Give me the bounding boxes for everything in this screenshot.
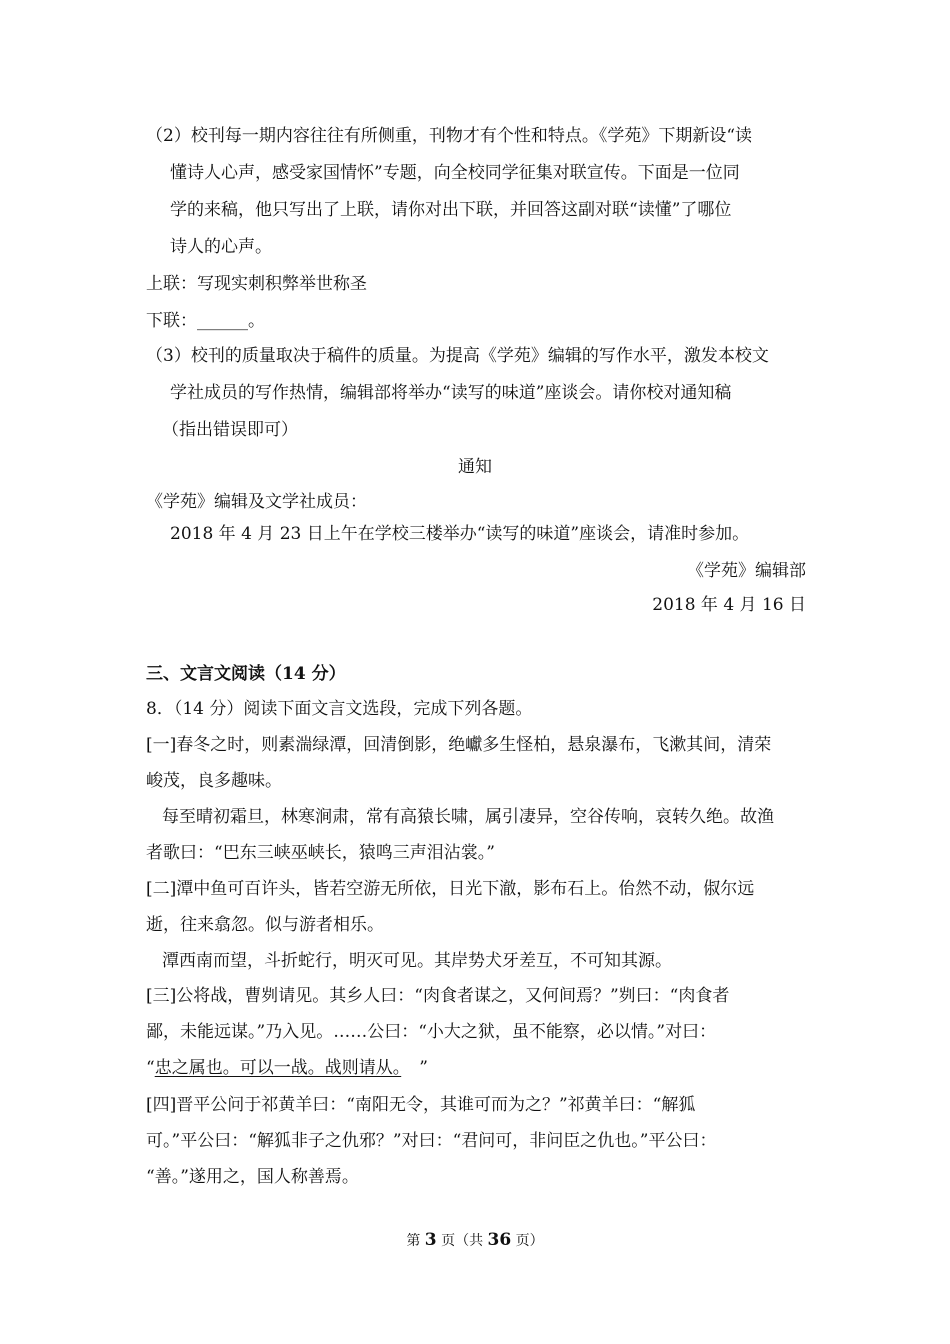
question-8: 8．（14 分）阅读下面文言文选段，完成下列各题。 <box>146 699 533 719</box>
passage-3-line-2: 逝，往来翕忽。似与游者相乐。 <box>146 915 384 935</box>
passage-3-line-1: [二]潭中鱼可百许头，皆若空游无所依，日光下澈，影布石上。佁然不动，俶尔远 <box>146 879 755 899</box>
notice-signer: 《学苑》编辑部 <box>687 561 806 581</box>
q2-line-3: 学的来稿，他只写出了上联，请你对出下联，并回答这副对联“读懂”了哪位 <box>170 200 732 220</box>
passage-5-line-1: [三]公将战，曹刿请见。其乡人曰：“肉食者谋之，又何间焉？”刿曰：“肉食者 <box>146 986 730 1006</box>
lower-couplet-end: 。 <box>248 311 265 331</box>
passage-6-line-1: [四]晋平公问于祁黄羊曰：“南阳无令，其谁可而为之？”祁黄羊曰：“解狐 <box>146 1095 696 1115</box>
notice-date: 2018 年 4 月 16 日 <box>652 595 806 615</box>
passage-2-line-2: 者歌曰：“巴东三峡巫峡长，猿鸣三声泪沾裳。” <box>146 843 495 863</box>
total-pages: 36 <box>487 1230 512 1250</box>
section-heading: 三、文言文阅读（14 分） <box>146 664 346 684</box>
lower-couplet <box>146 310 265 332</box>
lower-couplet-label: 下联： <box>146 311 197 331</box>
passage-1-line-2: 峻茂，良多趣味。 <box>146 771 282 791</box>
page-number: 3 <box>424 1230 437 1250</box>
passage-1-line-1: [一]春冬之时，则素湍绿潭，回清倒影，绝巘多生怪柏，悬泉瀑布，飞漱其间，清荣 <box>146 735 772 755</box>
notice-body: 2018 年 4 月 23 日上午在学校三楼举办“读写的味道”座谈会，请准时参加。 <box>170 524 750 544</box>
notice-addressee: 《学苑》编辑及文学社成员： <box>146 492 367 512</box>
passage-5-line-3 <box>146 1057 428 1079</box>
q3-line-1: （3）校刊的质量取决于稿件的质量。为提高《学苑》编辑的写作水平，激发本校文 <box>146 346 769 366</box>
q3-line-2: 学社成员的写作热情，编辑部将举办“读写的味道”座谈会。请你校对通知稿 <box>170 383 732 403</box>
q3-line-3: （指出错误即可） <box>162 420 298 440</box>
upper-couplet: 上联：写现实刺积弊举世称圣 <box>146 274 367 294</box>
underlined-sentence: 忠之属也。可以一战。战则请从。 <box>154 1058 402 1078</box>
passage-5-line-2: 鄙，未能远谋。”乃入见。……公曰：“小大之狱，虽不能察，必以情。”对曰： <box>146 1022 717 1042</box>
passage-6-line-3: “善。”遂用之，国人称善焉。 <box>146 1167 359 1187</box>
notice-title: 通知 <box>458 457 492 477</box>
footer-prefix: 第 <box>406 1233 425 1249</box>
passage-2-line-1: 每至晴初霜旦，林寒涧肃，常有高猿长啸，属引凄异，空谷传响，哀转久绝。故渔 <box>162 807 774 827</box>
passage-4: 潭西南而望，斗折蛇行，明灭可见。其岸势犬牙差互，不可知其源。 <box>162 951 672 971</box>
open-quote: “ <box>146 1058 155 1078</box>
footer-middle: 页（共 <box>436 1233 488 1249</box>
footer-suffix: 页） <box>511 1233 544 1249</box>
passage-6-line-2: 可。”平公曰：“解狐非子之仇邪？”对曰：“君问可，非问臣之仇也。”平公曰： <box>146 1131 717 1151</box>
close-quote: ” <box>419 1058 428 1078</box>
q2-line-2: 懂诗人心声，感受家国情怀”专题，向全校同学征集对联宣传。下面是一位同 <box>170 163 740 183</box>
page-footer <box>0 1230 950 1251</box>
q2-line-4: 诗人的心声。 <box>170 237 272 257</box>
q2-line-1: （2）校刊每一期内容往往有所侧重，刊物才有个性和特点。《学苑》下期新设“读 <box>146 126 753 146</box>
answer-blank: ______ <box>197 311 248 331</box>
